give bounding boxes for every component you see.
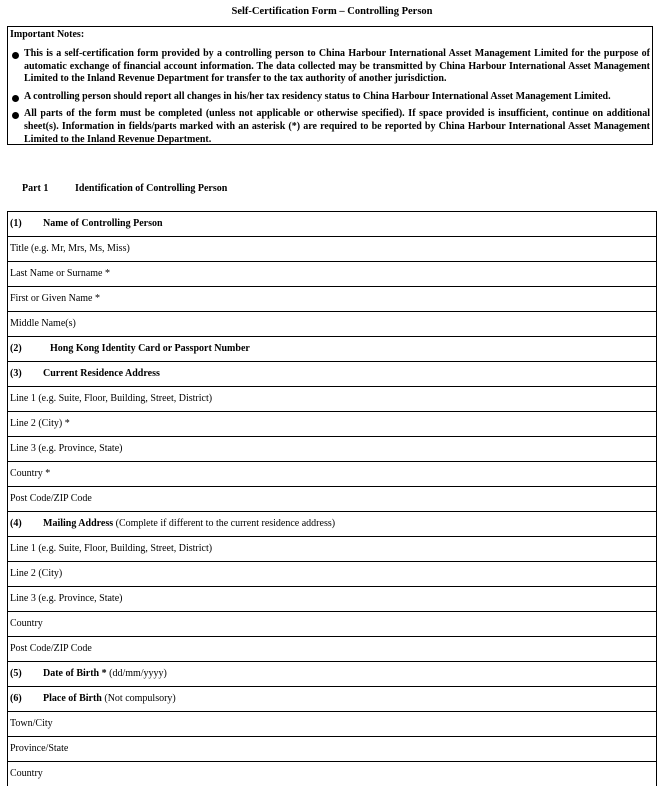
section-title: Name of Controlling Person: [43, 218, 163, 229]
section-date-of-birth[interactable]: [8, 662, 656, 687]
part1-label: Part 1: [22, 183, 49, 194]
mailing-line2-field[interactable]: Line 2 (City): [8, 562, 656, 587]
section-name-header: [8, 212, 656, 237]
part1-title: Identification of Controlling Person: [75, 183, 228, 194]
section-number: (1): [10, 218, 22, 229]
section-number: (6): [10, 693, 22, 704]
bullet-icon: [12, 52, 19, 59]
bullet-icon: [12, 95, 19, 102]
important-notes-box: [7, 26, 653, 145]
section-number: (3): [10, 368, 22, 379]
controlling-person-form-table: [7, 211, 657, 786]
first-name-field[interactable]: First or Given Name *: [8, 287, 656, 312]
mailing-line1-field[interactable]: Line 1 (e.g. Suite, Floor, Building, Street, District): [8, 537, 656, 562]
note-text: A controlling person should report all changes in his/her tax residency status to China Harbour International Asset Management Limited.: [24, 90, 611, 102]
section-number: (4): [10, 518, 22, 529]
section-id-number[interactable]: [8, 337, 656, 362]
section-place-of-birth-header: [8, 687, 656, 712]
residence-postcode-field[interactable]: Post Code/ZIP Code: [8, 487, 656, 512]
section-title: Mailing Address: [43, 518, 114, 529]
section-residence-header: [8, 362, 656, 387]
section-title: Place of Birth: [43, 693, 102, 704]
section-number: (2): [10, 343, 22, 354]
birth-town-field[interactable]: Town/City: [8, 712, 656, 737]
note-item: [10, 108, 650, 146]
mailing-line3-field[interactable]: Line 3 (e.g. Province, State): [8, 587, 656, 612]
section-note: (Not compulsory): [101, 693, 176, 704]
section-title: Hong Kong Identity Card or Passport Number: [50, 343, 250, 354]
residence-country-field[interactable]: Country *: [8, 462, 656, 487]
mailing-postcode-field[interactable]: Post Code/ZIP Code: [8, 637, 656, 662]
title-field[interactable]: Title (e.g. Mr, Mrs, Ms, Miss): [8, 237, 656, 262]
last-name-field[interactable]: Last Name or Surname *: [8, 262, 656, 287]
section-number: (5): [10, 668, 22, 679]
form-title: Self-Certification Form – Controlling Person: [231, 6, 433, 17]
part1-heading: [22, 182, 227, 195]
birth-country-field[interactable]: Country: [10, 768, 43, 779]
section-note: (Complete if different to the current residence address): [113, 518, 336, 529]
notes-heading: Important Notes:: [10, 29, 85, 40]
note-item: [10, 91, 650, 104]
note-item: [10, 48, 650, 86]
residence-line2-field[interactable]: Line 2 (City) *: [8, 412, 656, 437]
note-text: All parts of the form must be completed (unless not applicable or otherwise specified). If space provided is insufficient, continue on additional sheet(s). Information in fields/parts marked with an asterisk (*) are required to be reported by China Harbour International Asset Management Limited to the Inland Revenue Department.: [24, 108, 650, 145]
residence-line3-field[interactable]: Line 3 (e.g. Province, State): [8, 437, 656, 462]
section-title: Current Residence Address: [43, 368, 160, 379]
mailing-country-field[interactable]: Country: [8, 612, 656, 637]
birth-province-field[interactable]: Province/State: [8, 737, 656, 762]
section-note: (dd/mm/yyyy): [106, 668, 167, 679]
note-text: This is a self-certification form provided by a controlling person to China Harbour International Asset Management Limited for the purpose of automatic exchange of financial account information. The data collected may be transmitted by China Harbour International Asset Management Limited to the Inland Revenue Department for transfer to the tax authority of another jurisdiction.: [24, 48, 650, 85]
bullet-icon: [12, 112, 19, 119]
section-title: Date of Birth *: [43, 668, 107, 679]
middle-name-field[interactable]: Middle Name(s): [8, 312, 656, 337]
section-mailing-header: [8, 512, 656, 537]
residence-line1-field[interactable]: Line 1 (e.g. Suite, Floor, Building, Street, District): [8, 387, 656, 412]
